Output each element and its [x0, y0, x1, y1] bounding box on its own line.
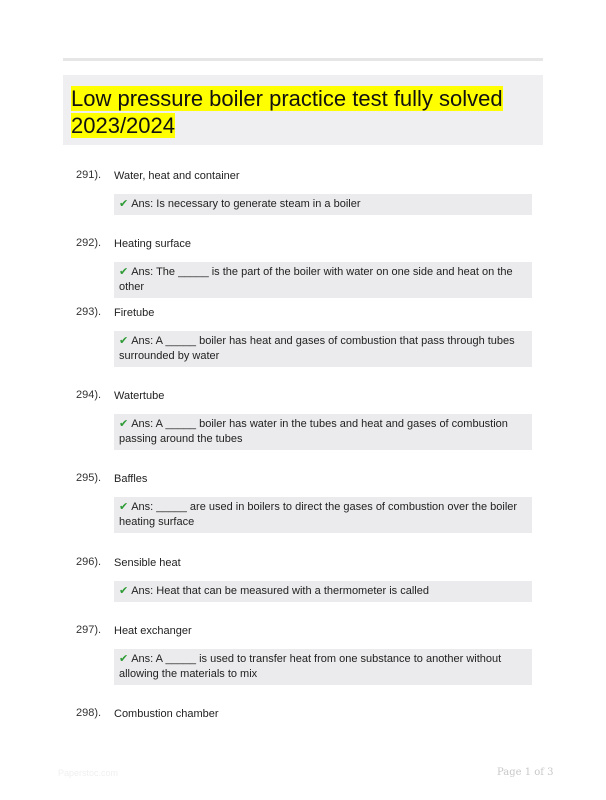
top-divider [63, 58, 543, 61]
question-number: 293). [76, 306, 102, 318]
check-icon: ✔ [119, 198, 129, 210]
check-icon: ✔ [119, 653, 129, 665]
check-icon: ✔ [119, 501, 129, 513]
answer-text: Ans: Is necessary to generate steam in a boiler [131, 198, 361, 210]
question-text: Sensible heat [114, 557, 181, 569]
title-banner [63, 75, 543, 145]
question-number: 295). [76, 472, 102, 484]
answer-box [114, 194, 532, 215]
footer-watermark: Paperstoc.com [58, 768, 119, 778]
question-text: Watertube [114, 390, 165, 402]
answer-text: Ans: A _____ is used to transfer heat from one substance to another without allowing the materials to mix [119, 653, 502, 680]
answer-box [114, 414, 532, 450]
answer-text: Ans: A _____ boiler has heat and gases of combustion that pass through tubes surrounded by water [119, 335, 515, 362]
answer-box [114, 581, 532, 602]
question-text: Water, heat and container [114, 170, 240, 182]
check-icon: ✔ [119, 418, 129, 430]
question-number: 296). [76, 556, 102, 568]
question-number: 298). [76, 707, 102, 719]
question-text: Combustion chamber [114, 708, 219, 720]
page-title: Low pressure boiler practice test fully solved 2023/2024 [71, 86, 503, 138]
question-number: 292). [76, 237, 102, 249]
check-icon: ✔ [119, 335, 129, 347]
question-text: Firetube [114, 307, 155, 319]
check-icon: ✔ [119, 585, 129, 597]
page-number: Page 1 of 3 [497, 767, 554, 778]
question-text: Baffles [114, 473, 148, 485]
answer-box [114, 331, 532, 367]
answer-text: Ans: A _____ boiler has water in the tubes and heat and gases of combustion passing around the tubes [119, 418, 508, 445]
question-text: Heat exchanger [114, 625, 192, 637]
question-number: 294). [76, 389, 102, 401]
answer-text: Ans: The _____ is the part of the boiler with water on one side and heat on the other [119, 266, 513, 293]
question-text: Heating surface [114, 238, 192, 250]
answer-text: Ans: _____ are used in boilers to direct the gases of combustion over the boiler heating surface [119, 501, 518, 528]
check-icon: ✔ [119, 266, 129, 278]
answer-box [114, 262, 532, 298]
answer-box [114, 649, 532, 685]
answer-box [114, 497, 532, 533]
question-number: 297). [76, 624, 102, 636]
answer-text: Ans: Heat that can be measured with a thermometer is called [131, 585, 429, 597]
question-number: 291). [76, 169, 102, 181]
